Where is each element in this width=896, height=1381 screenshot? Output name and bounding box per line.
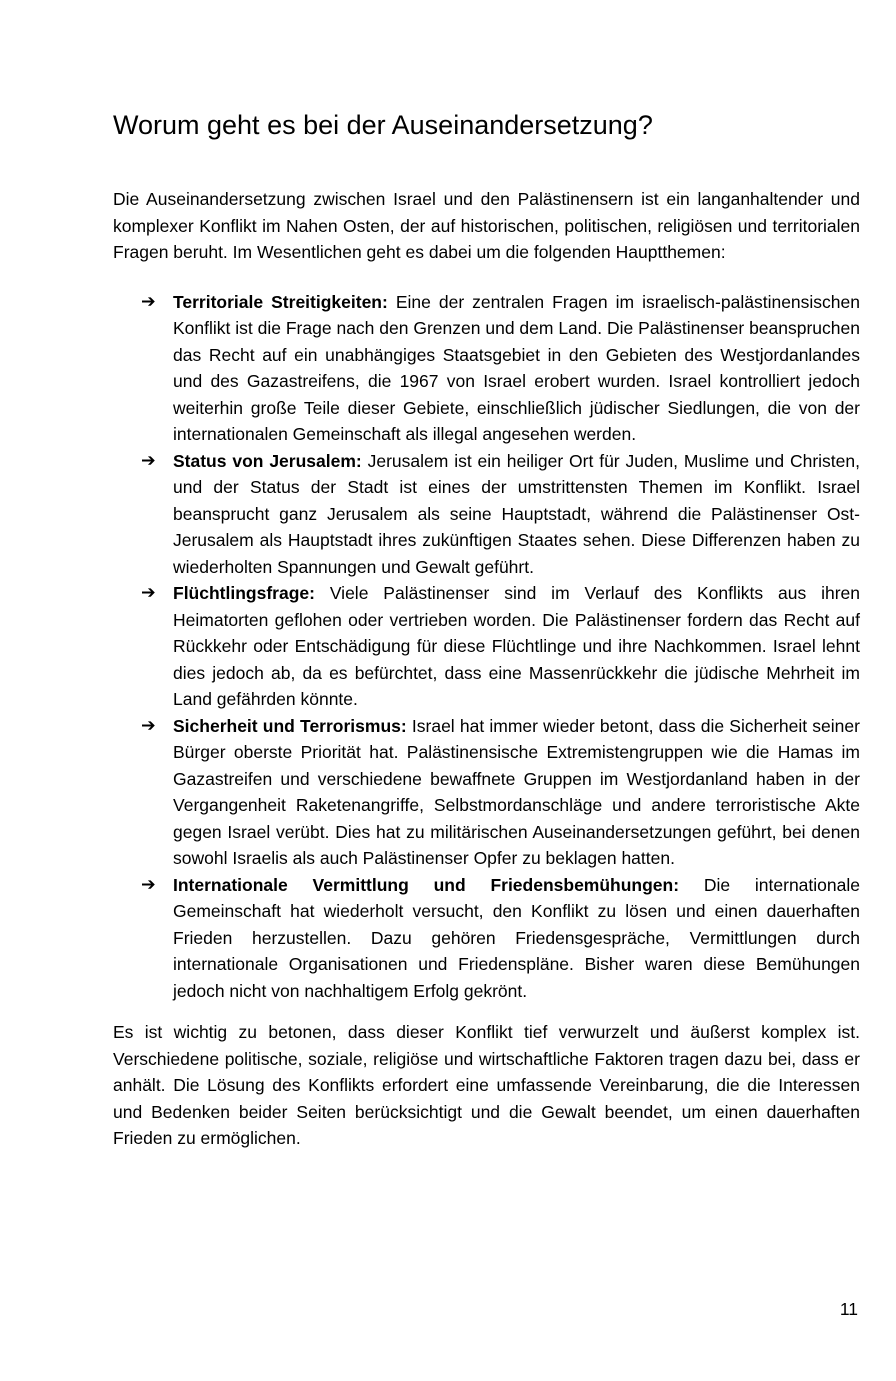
arrow-bullet-icon: ➔ — [141, 874, 156, 895]
list-item-internationale-vermittlung — [113, 872, 860, 1005]
arrow-bullet-icon: ➔ — [141, 291, 156, 312]
page-title: Worum geht es bei der Auseinandersetzung? — [113, 110, 653, 140]
list-item-sicherheit-und-terrorismus — [113, 713, 860, 872]
topic-text: Viele Palästinenser sind im Verlauf des Konflikts aus ihren Heimatorten geflohen oder vertrieben worden. Die Palästinenser fordern das Recht auf Rückkehr oder Entschädigung für diese Flüchtlinge und ihre Nachkommen. Israel lehnt dies jedoch ab, da es befürchtet, dass eine Massenrückkehr die jüdische Mehrheit im Land gefährden könnte. — [173, 583, 860, 709]
topic-text: Israel hat immer wieder betont, dass die Sicherheit seiner Bürger oberste Priorität hat. Palästinensische Extremistengruppen wie die Hamas im Gazastreifen und verschiedene bewaffnete Gruppen im Westjordanland haben in der Vergangenheit Raketenangriffe, Selbstmordanschläge und andere terroristische Akte gegen Israel verübt. Dies hat zu militärischen Auseinandersetzungen geführt, bei denen sowohl Israelis als auch Palästinenser Opfer zu beklagen hatten. — [173, 715, 860, 868]
arrow-bullet-icon: ➔ — [141, 583, 156, 603]
list-item-fluechtlingsfrage — [113, 580, 860, 713]
page-content — [113, 0, 860, 1152]
topic-list — [113, 289, 860, 1005]
topic-label: Territoriale Streitigkeiten: — [173, 291, 388, 312]
list-item-status-von-jerusalem — [113, 448, 860, 581]
list-item-territoriale-streitigkeiten — [113, 289, 860, 448]
intro-paragraph: Die Auseinandersetzung zwischen Israel und den Palästinensern ist ein langanhaltender und komplexer Konflikt im Nahen Osten, der auf historischen, politischen, religiösen und territorialen Fragen beruht. Im Wesentlichen geht es dabei um die folgenden Hauptthemen: — [113, 189, 860, 262]
arrow-bullet-icon: ➔ — [141, 450, 156, 471]
topic-label: Flüchtlingsfrage: — [173, 583, 315, 603]
page-number: 11 — [839, 1299, 858, 1319]
topic-label: Internationale Vermittlung und Friedensbemühungen: — [173, 874, 680, 895]
topic-label: Status von Jerusalem: — [173, 450, 362, 471]
arrow-bullet-icon: ➔ — [141, 715, 156, 736]
topic-text: Die internationale Gemeinschaft hat wiederholt versucht, den Konflikt zu lösen und einen dauerhaften Frieden herzustellen. Dazu gehören Friedensgespräche, Vermittlungen durch internationale Organisationen und Friedenspläne. Bisher waren diese Bemühungen jedoch nicht von nachhaltigem Erfolg gekrönt. — [173, 874, 860, 1001]
topic-text: Jerusalem ist ein heiliger Ort für Juden, Muslime und Christen, und der Status der Stadt ist eines der umstrittensten Themen im Konflikt. Israel beansprucht ganz Jerusalem als seine Hauptstadt, während die Palästinenser Ost-Jerusalem als Hauptstadt ihres zukünftigen Staates sehen. Diese Differenzen haben zu wiederholten Spannungen und Gewalt geführt. — [173, 450, 860, 577]
topic-label: Sicherheit und Terrorismus: — [173, 715, 407, 736]
closing-paragraph: Es ist wichtig zu betonen, dass dieser Konflikt tief verwurzelt und äußerst komplex ist. Verschiedene politische, soziale, religiöse und wirtschaftliche Faktoren tragen dazu bei, dass er anhält. Die Lösung des Konflikts erfordert eine umfassende Vereinbarung, die die Interessen und Bedenken beider Seiten berücksichtigt und die Gewalt beendet, um einen dauerhaften Frieden zu ermöglichen. — [113, 1022, 860, 1148]
topic-text: Eine der zentralen Fragen im israelisch-palästinensischen Konflikt ist die Frage nach den Grenzen und dem Land. Die Palästinenser beanspruchen das Recht auf ein unabhängiges Staatsgebiet in den Gebieten des Westjordanlandes und des Gazastreifens, die 1967 von Israel erobert wurden. Israel kontrolliert jedoch weiterhin große Teile dieser Gebiete, einschließlich jüdischer Siedlungen, die von der internationalen Gemeinschaft als illegal angesehen werden. — [173, 291, 860, 444]
